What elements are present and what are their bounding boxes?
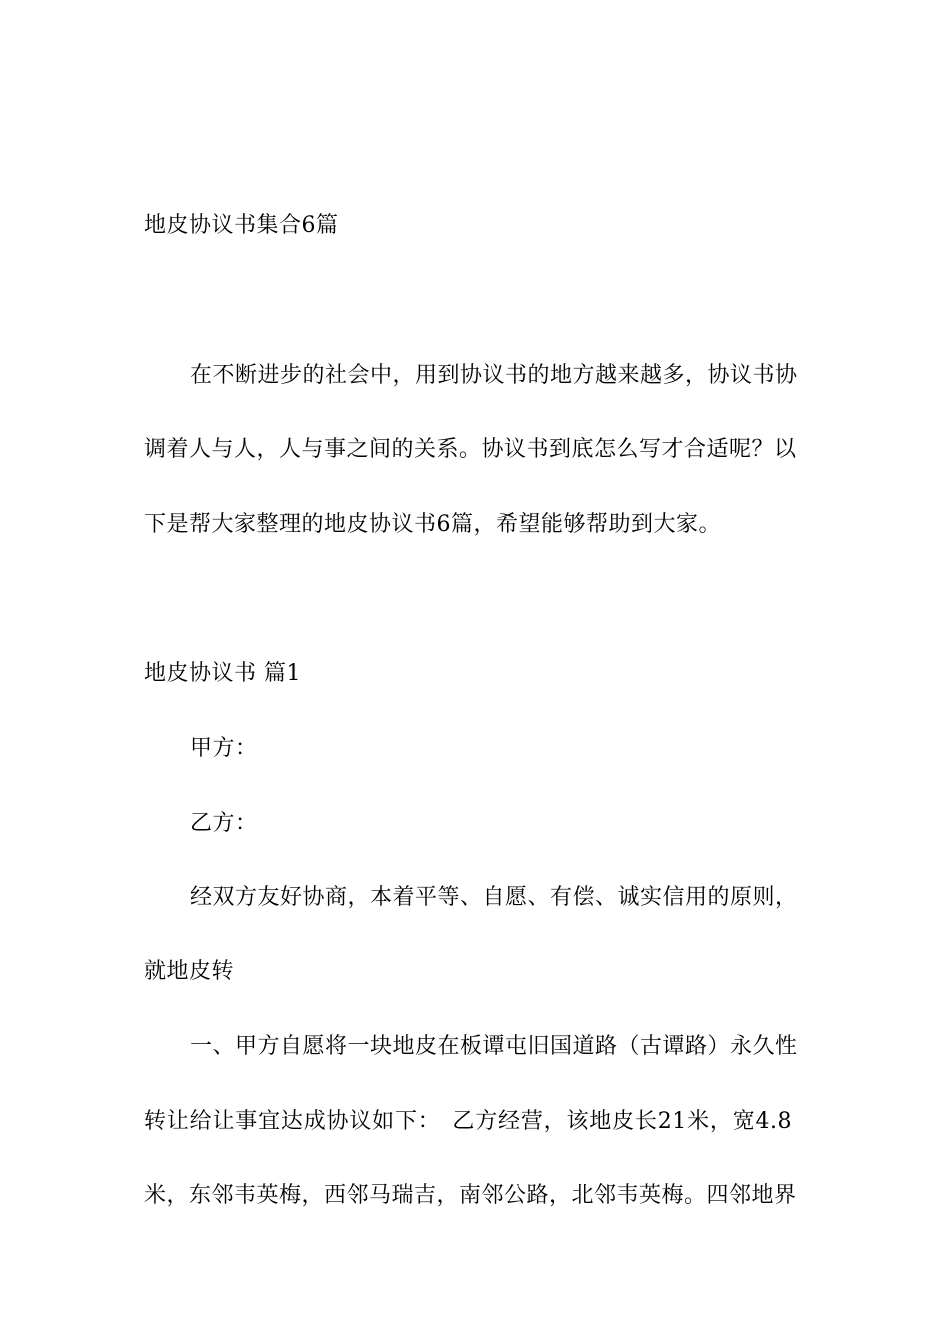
- document-title: 地皮协议书集合6篇: [144, 213, 339, 238]
- section-heading: 地皮协议书 篇1: [144, 661, 301, 686]
- intro-line-3: 下是帮大家整理的地皮协议书6篇，希望能够帮助到大家。: [144, 512, 721, 537]
- party-a-label: 甲方：: [190, 736, 258, 761]
- intro-line-2: 调着人与人，人与事之间的关系。协议书到底怎么写才合适呢？以: [144, 437, 797, 462]
- body-line-4: 转让给让事宜达成协议如下： 乙方经营，该地皮长21米，宽4.8: [144, 1109, 792, 1134]
- body-line-2: 就地皮转: [144, 959, 235, 984]
- body-line-1: 经双方友好协商，本着平等、自愿、有偿、诚实信用的原则，: [190, 885, 798, 910]
- body-line-3: 一、甲方自愿将一块地皮在板谭屯旧国道路（古谭路）永久性: [190, 1034, 798, 1059]
- intro-line-1: 在不断进步的社会中，用到协议书的地方越来越多，协议书协: [190, 363, 798, 388]
- body-line-5: 米，东邻韦英梅，西邻马瑞吉，南邻公路，北邻韦英梅。四邻地界: [144, 1183, 797, 1208]
- party-b-label: 乙方：: [190, 811, 258, 836]
